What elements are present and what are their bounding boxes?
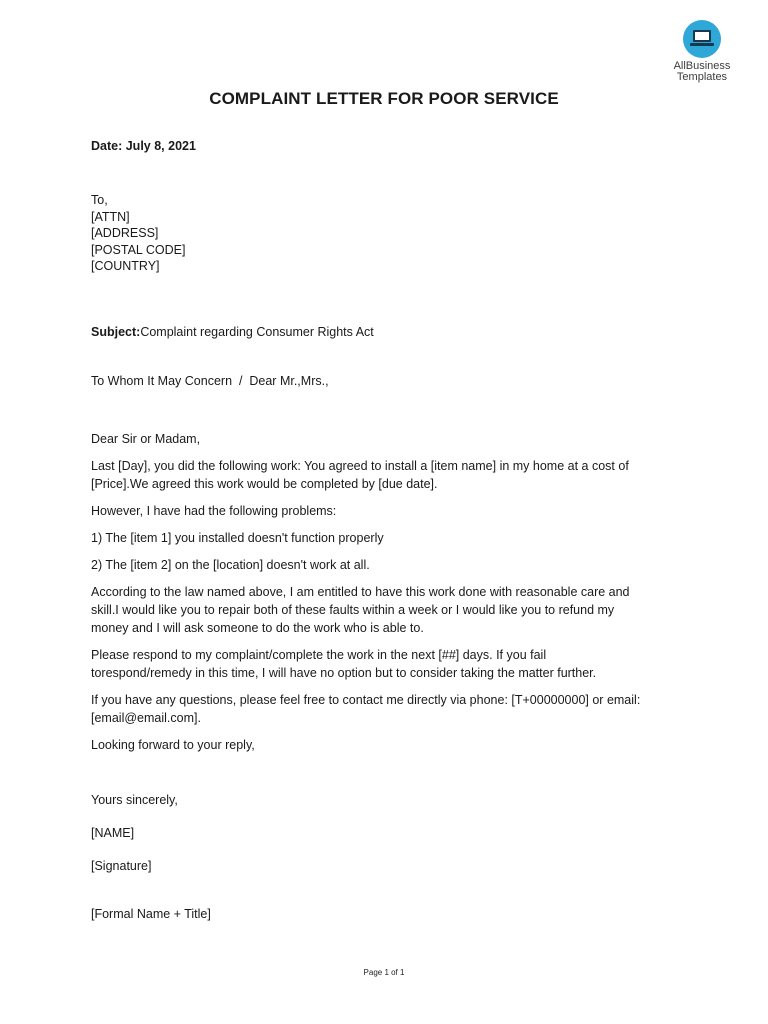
recipient-attn: [ATTN] xyxy=(91,210,130,224)
sender-formal-name: [Formal Name + Title] xyxy=(91,907,211,921)
page-number: Page 1 of 1 xyxy=(363,968,405,977)
sender-name: [NAME] xyxy=(91,826,135,840)
letter-title: COMPLAINT LETTER FOR POOR SERVICE xyxy=(209,89,559,108)
recipient-country: [COUNTRY] xyxy=(91,259,160,273)
subject-label: Subject: xyxy=(91,325,141,339)
recipient-to: To, xyxy=(91,193,108,207)
paragraph-3-line-2: torespond/remedy in this time, I will have no option but to consider taking the matter further. xyxy=(91,666,597,680)
paragraph-1-line-1: Last [Day], you did the following work: You agreed to install a [item name] in my home at a cost of xyxy=(91,459,629,473)
paragraph-4-line-2: [email@email.com]. xyxy=(91,711,201,725)
greeting: Dear Sir or Madam, xyxy=(91,432,201,446)
problems-intro: However, I have had the following problems: xyxy=(91,504,337,518)
brand-name-line1: AllBusiness xyxy=(673,60,731,72)
problem-item-1: 1) The [item 1] you installed doesn't function properly xyxy=(91,531,384,545)
letter-date: Date: July 8, 2021 xyxy=(91,139,196,153)
brand-name xyxy=(666,61,738,83)
subject-text: Complaint regarding Consumer Rights Act xyxy=(140,325,374,339)
paragraph-3-line-1: Please respond to my complaint/complete the work in the next [##] days. If you fail xyxy=(91,648,547,662)
problem-item-2: 2) The [item 2] on the [location] doesn't work at all. xyxy=(91,558,370,572)
brand-logo xyxy=(666,20,738,83)
paragraph-2-line-1: According to the law named above, I am entitled to have this work done with reasonable care and xyxy=(91,585,630,599)
paragraph-1-line-2: [Price].We agreed this work would be completed by [due date]. xyxy=(91,477,438,491)
closing-line: Looking forward to your reply, xyxy=(91,738,255,752)
paragraph-4-line-1: If you have any questions, please feel free to contact me directly via phone: [T+00000000] or email: xyxy=(91,693,641,707)
addressee-line: To Whom It May Concern / Dear Mr.,Mrs., xyxy=(91,374,329,388)
paragraph-2-line-3: money and I will ask someone to do the work who is able to. xyxy=(91,621,424,635)
sign-off: Yours sincerely, xyxy=(91,793,178,807)
recipient-address: [ADDRESS] xyxy=(91,226,159,240)
laptop-icon xyxy=(683,20,721,58)
recipient-postal-code: [POSTAL CODE] xyxy=(91,243,186,257)
brand-name-line2: Templates xyxy=(676,71,728,83)
sender-signature: [Signature] xyxy=(91,859,152,873)
paragraph-2-line-2: skill.I would like you to repair both of these faults within a week or I would like you to refund my xyxy=(91,603,615,617)
subject-line xyxy=(91,324,681,342)
